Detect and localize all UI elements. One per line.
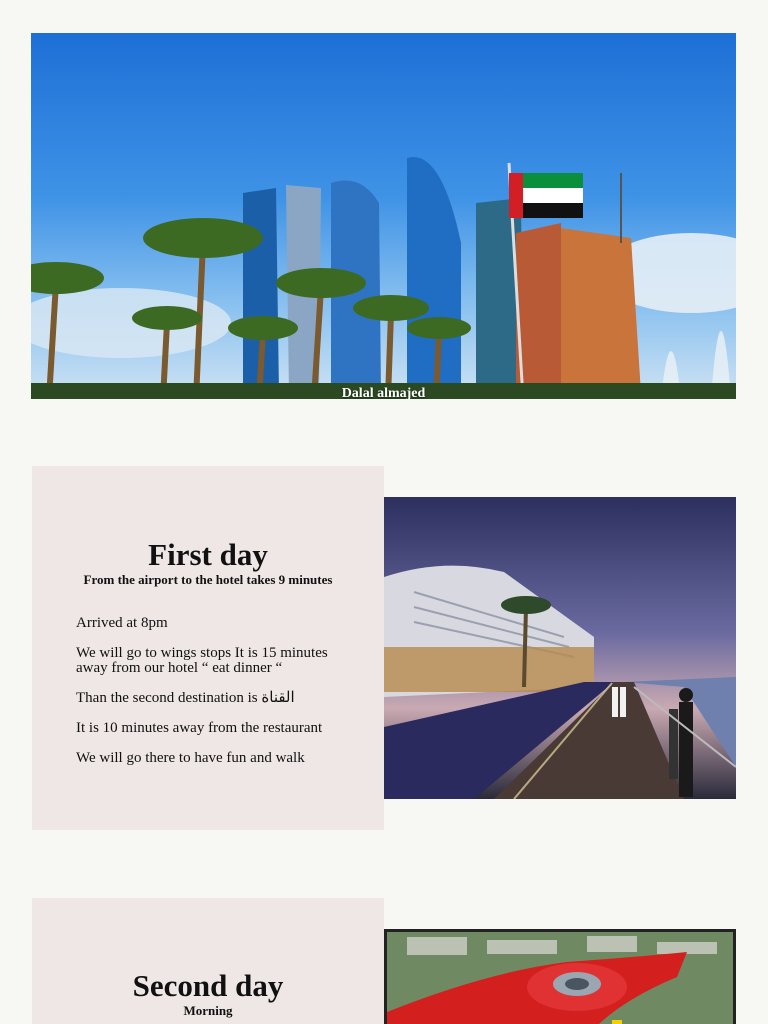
ferrari-world-photo xyxy=(384,929,736,1024)
ferrari-world-illustration xyxy=(387,932,733,1024)
first-day-paragraph: It is 10 minutes away from the restaurant xyxy=(76,720,323,736)
canal-walk-photo xyxy=(384,497,736,799)
canal-illustration xyxy=(384,497,736,799)
first-day-card xyxy=(32,466,384,830)
first-day-paragraph: Arrived at 8pm xyxy=(76,615,168,631)
second-day-card xyxy=(32,898,384,1024)
second-day-subtitle: Morning xyxy=(183,1003,233,1018)
first-day-paragraph: We will go there to have fun and walk xyxy=(76,750,305,766)
first-day-subtitle: From the airport to the hotel takes 9 minutes xyxy=(83,572,333,587)
hero-image xyxy=(31,33,736,399)
first-day-body xyxy=(32,616,384,766)
hero-caption: Dalal almajed xyxy=(341,386,426,399)
second-day-title: Second day xyxy=(132,968,284,1003)
first-day-paragraph: We will go to wings stops It is 15 minutes away from our hotel “ eat dinner “ xyxy=(76,645,328,676)
skyline-illustration xyxy=(31,33,736,399)
first-day-paragraph: Than the second destination is القناة xyxy=(76,690,295,706)
first-day-title: First day xyxy=(148,537,268,572)
